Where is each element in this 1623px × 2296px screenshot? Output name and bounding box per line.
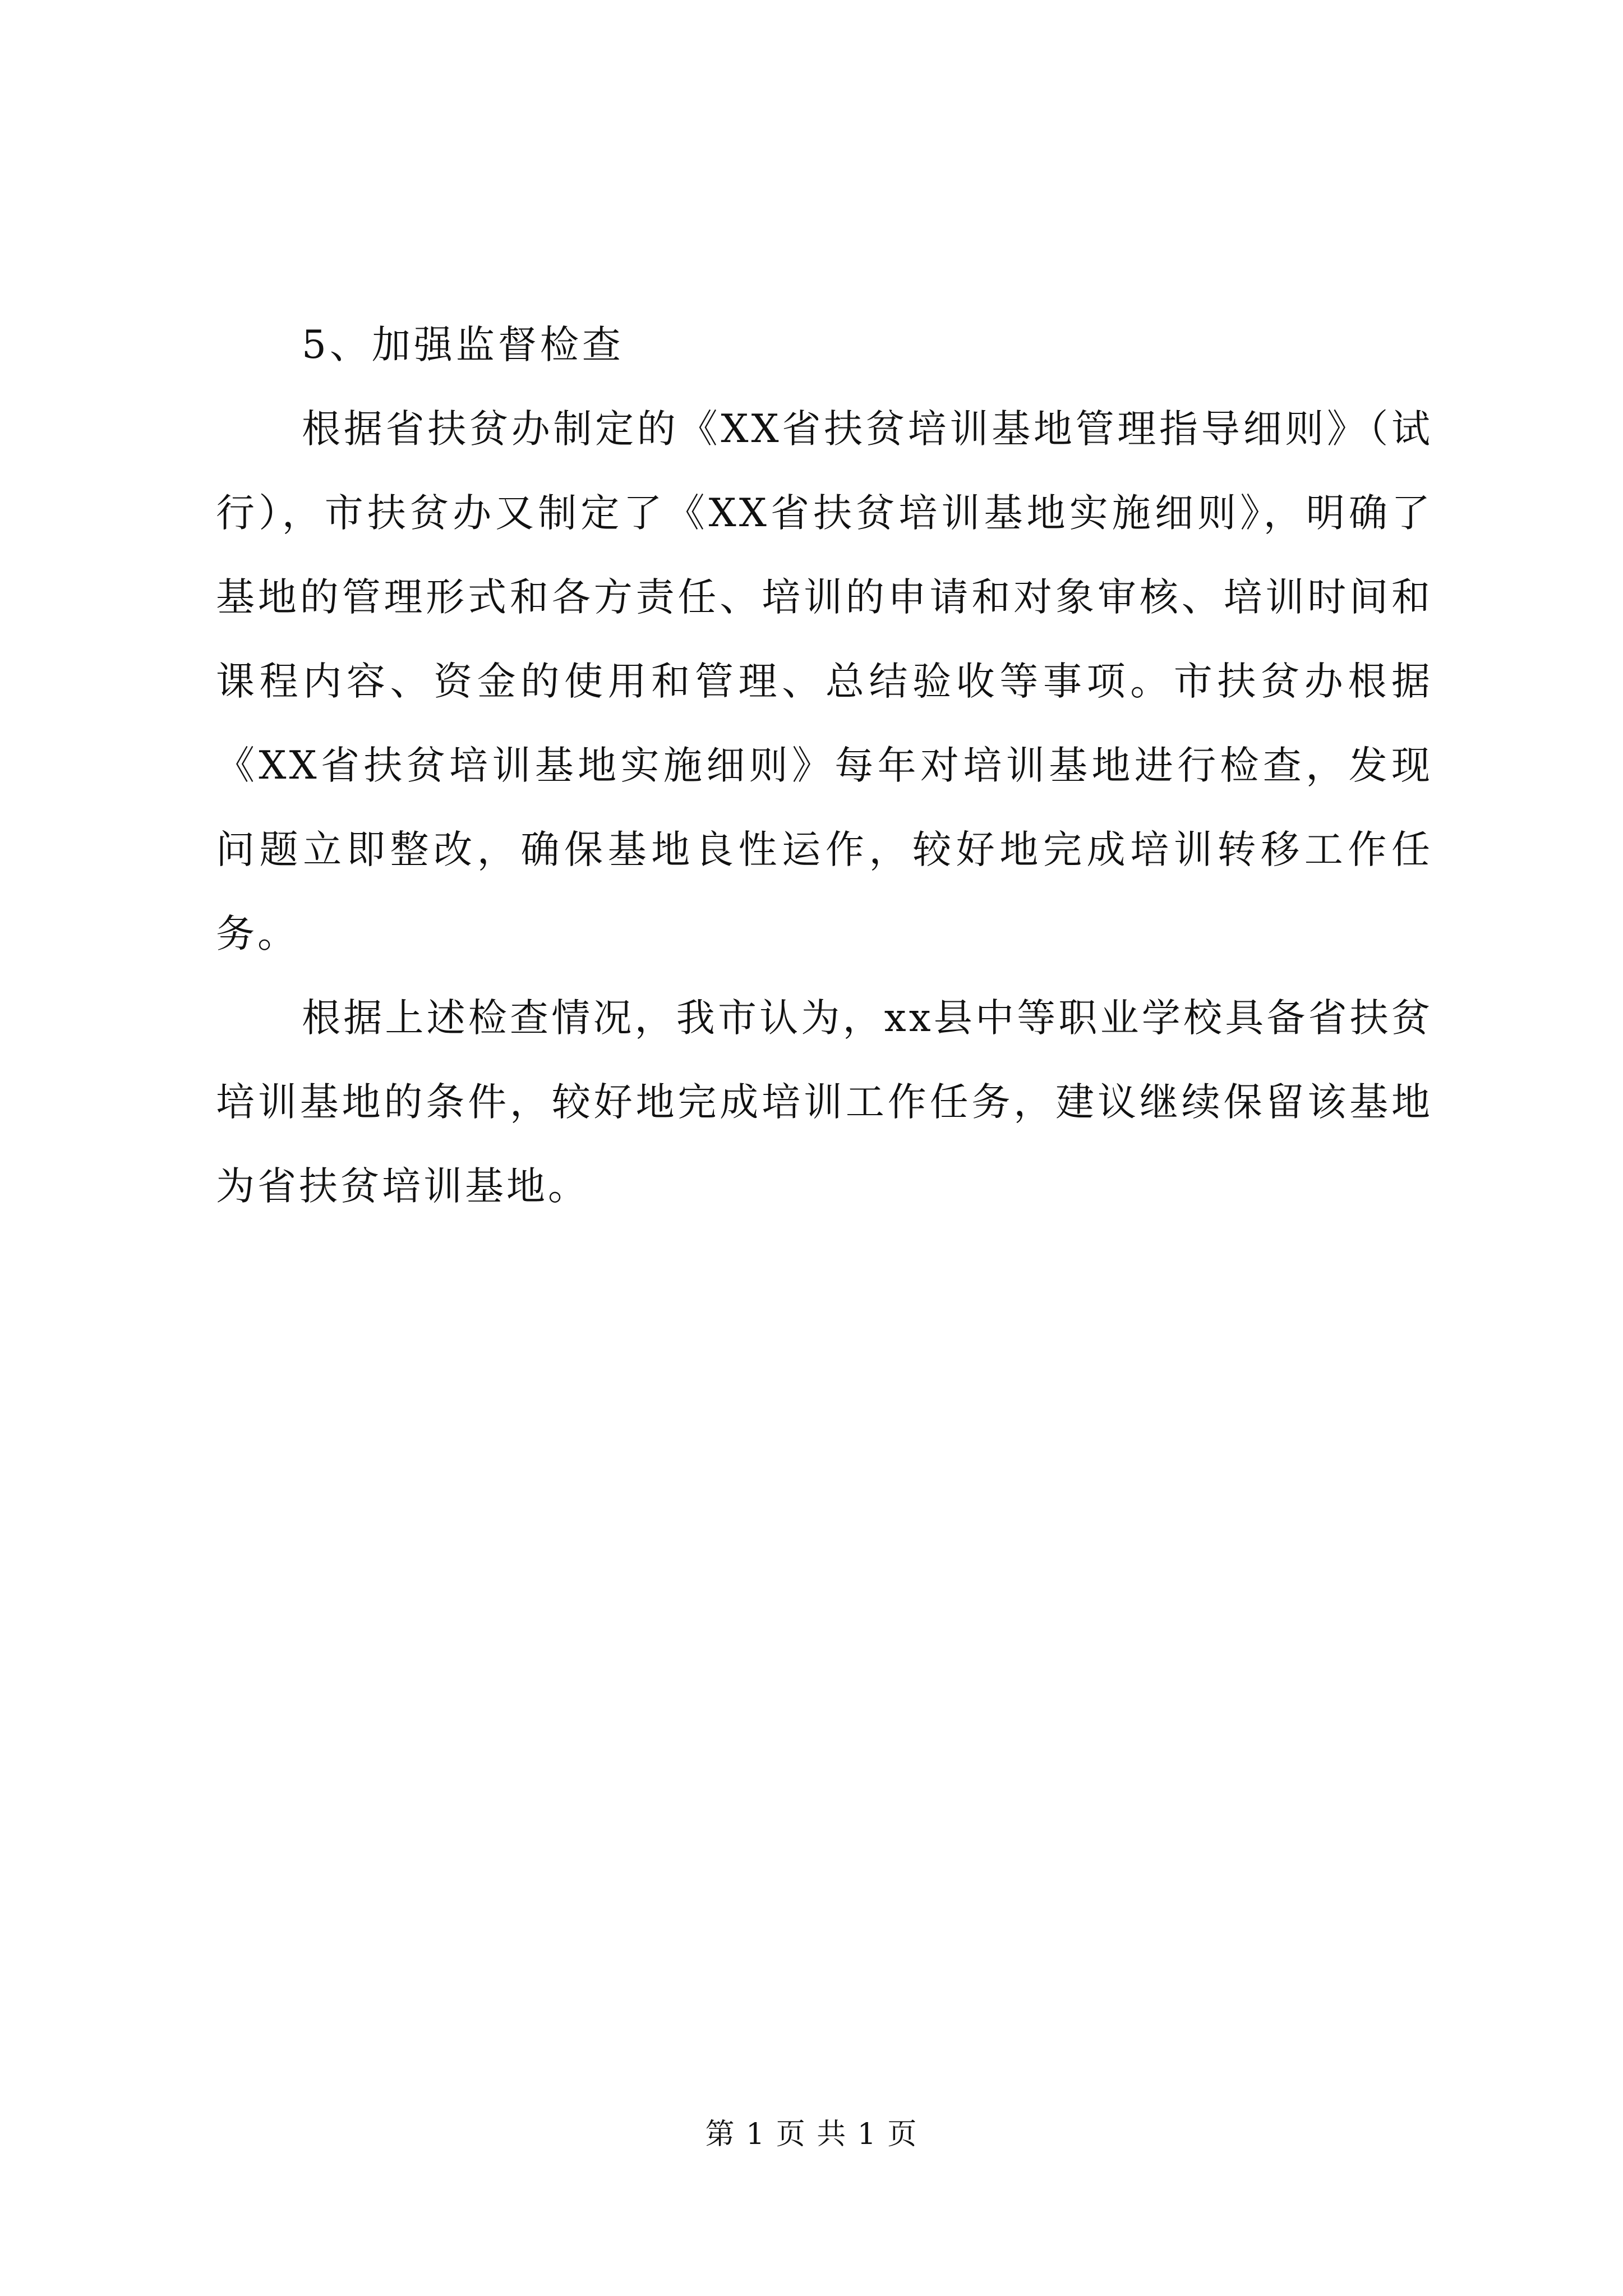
document-body — [216, 303, 1433, 1228]
section-heading: 5、加强监督检查 — [302, 323, 624, 367]
paragraph-supervision: 根据省扶贫办制定的《XX省扶贫培训基地管理指导细则》（试行），市扶贫办又制定了《XX省扶贫培训基地实施细则》，明确了基地的管理形式和各方责任、培训的申请和对象审核、培训时间和课程内容、资金的使用和管理、总结验收等事项。市扶贫办根据《XX省扶贫培训基地实施细则》每年对培训基地进行检查，发现问题立即整改，确保基地良性运作，较好地完成培训转移工作任务。 — [216, 407, 1433, 956]
page-footer: 第 1 页 共 1 页 — [705, 2118, 918, 2151]
paragraph-conclusion: 根据上述检查情况，我市认为，xx县中等职业学校具备省扶贫培训基地的条件，较好地完成培训工作任务，建议继续保留该基地为省扶贫培训基地。 — [216, 996, 1433, 1209]
